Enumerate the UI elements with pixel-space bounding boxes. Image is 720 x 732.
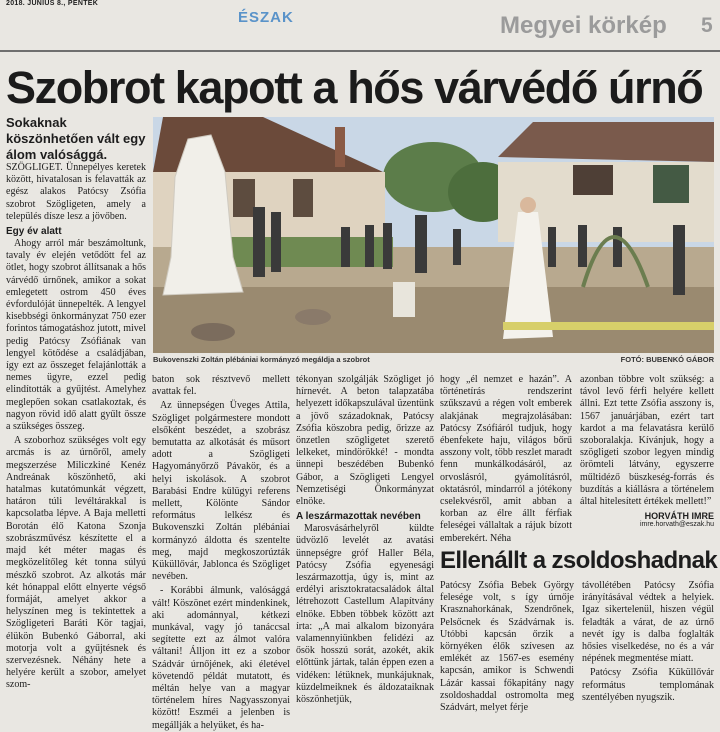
statue-ceremony-photo — [153, 117, 714, 353]
article-paragraph: A szoborhoz szükséges volt egy arcmás is az úrnőről, amely megszerzése Miliczkiné Kenéz Andreának köszönhető, aki hatalmas kutatómunkát végzett, határon túli levéltárakkal is kapcsolatba lépve. A Baja melletti Borotán élő Katona Szonja szobrászművész készítette el a majd két méter magas és megközelítőleg két tonna súlyú mészkő szobrot. Az alkotás már két hónappal előtt elnyerte végső formáját, amelyet akkor a helyszínen meg is tekintettek a Szögligeteri Baráti Kör tagjai, élükön Bubenkó Gáborral, aki motorja volt a gyűjtésnek és szervezésnek. Néhány hete a helyére került a szobor, amelyet szom- — [6, 435, 146, 691]
page-number: 5 — [701, 14, 713, 37]
sidebar-headline: Ellenállt a zsoldoshadnak — [440, 547, 718, 574]
author-signature: HORVÁTH IMRE — [644, 511, 714, 522]
article-headline: Szobrot kapott a hős várvédő úrnő — [6, 62, 703, 113]
issue-date: 2018. JÚNIUS 8., PÉNTEK — [6, 0, 99, 7]
section-title: Megyei körkép — [500, 12, 667, 39]
article-column-3 — [296, 374, 434, 707]
article-photo — [153, 117, 714, 353]
article-paragraph: baton sok résztvevő mellett avattak fel. — [152, 374, 290, 398]
article-paragraph: - Korábbi álmunk, valósággá vált! Köszönet ezért mindenkinek, aki adománnyal, kétkezi munkával, vagy jó tanáccsal segítette ezt az álmot valóra váltani! Álljon itt ez a szobor Szádvár úrnőjének, aki életével követendő példát mutatott, és méltán helye van a magyar történelem híres Nagyasszonyai között! Eszméi a jelenben is megállják a helyüket, és ha- — [152, 585, 290, 731]
sidebar-paragraph: távollétében Patócsy Zsófia irányításával védtek a helyiek. Igaz sikertelenül, hiszen végül feladták a várat, de az úrnő nevét így is dalba foglalták hősies viselkedése, no és a vár népének megmentése miatt. — [582, 580, 714, 665]
article-paragraph: azonban többre volt szükség: a távol levő férfi helyére kellett állni. Ezt tette Zsófia asszony is, 1567 januárjában, ezért tart kardot a ma felavatásra kerülő szoboralakja. Kívánjuk, hogy a szögligeti szobor legyen mindig örömteli látvány, egyszerre műltidéző büszkeség-forrás és buzdítás a kiállásra a történelem által hitelesített értékek mellett!” — [580, 374, 714, 508]
article-paragraph: SZÖGLIGET. Ünnepélyes keretek között, hivatalosan is felavatták az egész alakos Patócsy Zsófia szobrot Szögligeten, amely a település dísze lesz a jövőben. — [6, 162, 146, 222]
article-paragraph: tékonyan szolgálják Szögliget jó hírnevét. A beton talapzatába helyezett időkapszulával üzentünk a jövő századoknak, Patócsy Zsófia köszobra pedig, őrizze az önzetlen szögligetet szerető lelkeket, mindörökké! - mondta ünnepi beszédében Bubenkó Gábor, a Szögligeti Lengyel Nemzetiségi Önkormányzat elnöke. — [296, 374, 434, 508]
article-paragraph: Ahogy arról már beszámoltunk, tavaly év elején vetődött fel az ötlet, hogy szobrot állítsanak a hős várvédő úrnőnek, amikor a sokat emlegetett ostrom 450 éves évfordulóját ünnepelték. A lengyel kisebbségi önkormányzat 750 ezer forintos támogatáshoz jutott, mivel pedig Patócsy Zsófiának van lengyel kötődése a családjában, így ezt az összeget felajánlották a nemes ügyre, ezzel pedig elindították a gyűjtést. Amelyhez meglepően sokan csatlakoztak, és nagyon rövid idő alatt gyűlt össze a szükséges összeg. — [6, 238, 146, 433]
sidebar-column-2 — [582, 580, 714, 708]
newspaper-name: ÉSZAK — [238, 9, 294, 26]
photo-caption — [153, 355, 714, 364]
header-divider — [0, 50, 720, 52]
sidebar-column-1 — [440, 580, 574, 714]
author-email: imre.horvath@eszak.hu — [639, 521, 714, 529]
article-lead: Sokaknak köszönhetően vált egy álom valósággá. — [6, 115, 146, 162]
page-top-bar — [0, 0, 720, 8]
article-paragraph: hogy „él nemzet e hazán”. A történetírás rendszerint szűkszavú a régen volt emberek alakjának megrajzolásában: Patócsy Zsófiáról tudjuk, hogy ébenfekete haju, világos bőrű asszony volt, több reszlet maradt fenn munkálkodásáról, az orvoslásról, gyámolításról, oktatásról, mindarról a jótékony cselekvésről, amit abban a korban az élre állt férfiak feleségei vállaltak a rájuk bízott emberekért. Néha — [440, 374, 572, 544]
article-paragraph: Marosvásárhelyről küldte üdvözlő levelét az avatási ünnepségre gróf Haller Béla, Patócsy Zsófia egyenesági leszármazottja, úgy is, mint az erdélyi arisztokratacsaládok által létrehozott Castellum Alapítvány elnöke. Ebben többek között azt írta: „A mai alkalom bizonyára valamennyiünkben felidézi az ősök hosszú sorát, azokét, akik előttünk jártak, talán éppen ezen a vidéken: létüknek, munkájuknak, küzdelmeiknek és áldozataiknak köszönhetjük, — [296, 523, 434, 706]
article-subheading: A leszármazottak nevében — [296, 511, 421, 523]
article-column-2 — [152, 374, 290, 731]
article-column-5 — [580, 374, 714, 544]
sidebar-paragraph: Patócsy Zsófia Bebek György felesége volt, s így úrnője Krasznahorkának, Szendrőnek, Pelsőcnek és Szádvárnak is. Utóbbi kapcsán őrzik a környéken élők szívesen az emlékét az 1567-es esemény kapcsán, amikor is Schwendi Lázár kassai főkapitány nagy zsoldoshaddal ostromolta meg Szádvárt, melyet férje — [440, 580, 574, 714]
caption-text: Bukovenszki Zoltán plébániai kormányzó megáldja a szobrot — [153, 355, 370, 364]
sidebar-paragraph: Patócsy Zsófia Küküllővár református templomának szentélyében nyugszik. — [582, 667, 714, 703]
photo-credit: FOTÓ: BUBENKÓ GÁBOR — [620, 355, 714, 364]
article-subheading: Egy év alatt — [6, 226, 62, 238]
article-column-4 — [440, 374, 572, 544]
article-paragraph: Az ünnepségen Üveges Attila, Szögliget polgármestere mondott elsőként beszédet, a szobrász bemutatta az alkotását és műsort adott a Szögligeti Hagyományőrző Pávakör, és a helyi iskolások. A szobrot Barabási Endre külügyi referens mellett, Kölönte Sándor református lelkész és Bukovenszki Zoltán plébániai kormányzó áldotta és szentelte meg, majd megkoszorúzták Küküllővár, Jablonca és Szögliget nevében. — [152, 400, 290, 583]
article-column-1 — [6, 162, 146, 707]
